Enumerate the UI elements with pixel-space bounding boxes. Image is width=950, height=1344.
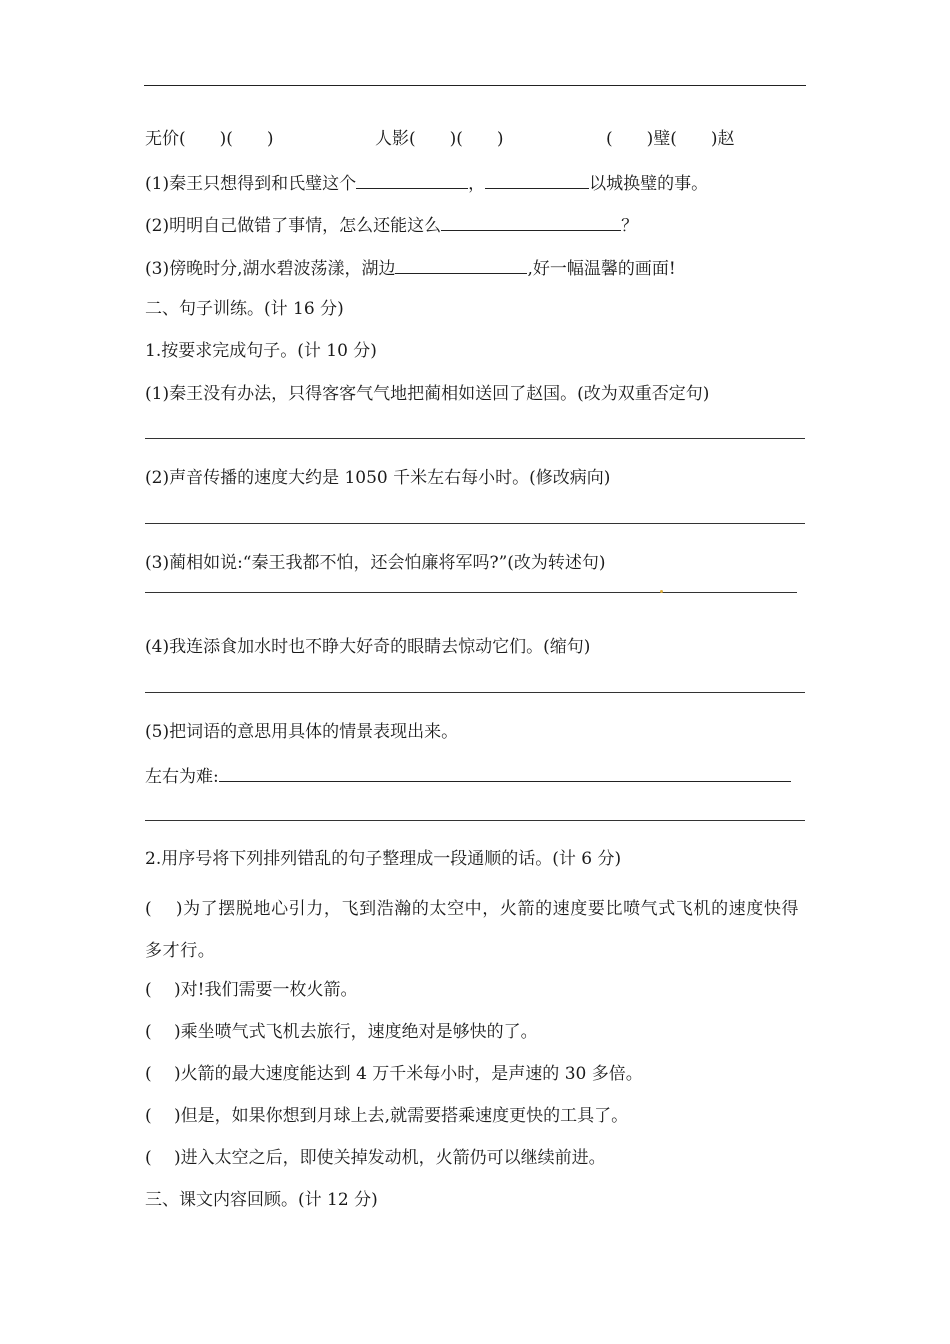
answer-line[interactable]	[145, 692, 805, 693]
question-1	[145, 170, 708, 196]
question-1-comma: ，	[468, 174, 486, 194]
order-item-6: ( )进入太空之后，即使关掉发动机，火箭仍可以继续前进。	[145, 1148, 606, 1168]
subsection-2-1-heading: 1.按要求完成句子。(计 10 分)	[145, 341, 377, 361]
question-2	[145, 212, 638, 238]
sentence-task-1: (1)秦王没有办法，只得客客气气地把蔺相如送回了赵国。(改为双重否定句)	[145, 384, 710, 404]
answer-blank[interactable]	[485, 170, 589, 189]
answer-blank[interactable]	[219, 763, 791, 782]
question-3-text: (3)傍晚时分,湖水碧波荡漾，湖边	[145, 259, 396, 279]
sentence-task-3: (3)蔺相如说:“秦王我都不怕，还会怕廉将军吗?”(改为转述句)	[145, 553, 606, 573]
order-item-3: ( )乘坐喷气式飞机去旅行，速度绝对是够快的了。	[145, 1022, 538, 1042]
section-2-heading: 二、句子训练。(计 16 分)	[145, 299, 344, 319]
order-item-5: ( )但是，如果你想到月球上去,就需要搭乘速度更快的工具了。	[145, 1106, 629, 1126]
question-3	[145, 255, 676, 281]
word-label: 左右为难:	[145, 767, 219, 787]
fill-item-bi-zhao: ( )璧( )赵	[606, 129, 735, 149]
answer-blank[interactable]	[395, 255, 527, 274]
stray-mark	[660, 590, 663, 593]
order-item-2: ( )对!我们需要一枚火箭。	[145, 980, 358, 1000]
header-rule	[144, 85, 806, 86]
order-item-1: ( )为了摆脱地心引力，飞到浩瀚的太空中，火箭的速度要比喷气式飞机的速度快得多才行。	[145, 899, 800, 961]
answer-line[interactable]	[145, 820, 805, 821]
section-3-heading: 三、课文内容回顾。(计 12 分)	[145, 1190, 378, 1210]
question-2-tail: ？	[621, 216, 639, 236]
sentence-task-2: (2)声音传播的速度大约是 1050 千米左右每小时。(修改病向)	[145, 468, 611, 488]
question-1-tail: 以城换璧的事。	[589, 174, 709, 194]
answer-line[interactable]	[145, 438, 805, 439]
answer-blank[interactable]	[356, 170, 468, 189]
fill-item-renying: 人影( )( )	[375, 129, 504, 149]
answer-blank[interactable]	[441, 212, 621, 231]
sentence-task-5: (5)把词语的意思用具体的情景表现出来。	[145, 722, 459, 742]
subsection-2-2-heading: 2.用序号将下列排列错乱的句子整理成一段通顺的话。(计 6 分)	[145, 849, 622, 869]
answer-line[interactable]	[145, 523, 805, 524]
sentence-task-5-word	[145, 763, 791, 789]
question-1-text: (1)秦王只想得到和氏璧这个	[145, 174, 357, 194]
order-item-4: ( )火箭的最大速度能达到 4 万千米每小时，是声速的 30 多倍。	[145, 1064, 643, 1084]
question-2-text: (2)明明自己做错了事情，怎么还能这么	[145, 216, 442, 236]
answer-line[interactable]	[145, 592, 797, 593]
sentence-task-4: (4)我连添食加水时也不睁大好奇的眼睛去惊动它们。(缩句)	[145, 637, 591, 657]
question-3-tail: ,好一幅温馨的画面!	[527, 259, 676, 279]
fill-item-wujia: 无价( )( )	[145, 129, 274, 149]
